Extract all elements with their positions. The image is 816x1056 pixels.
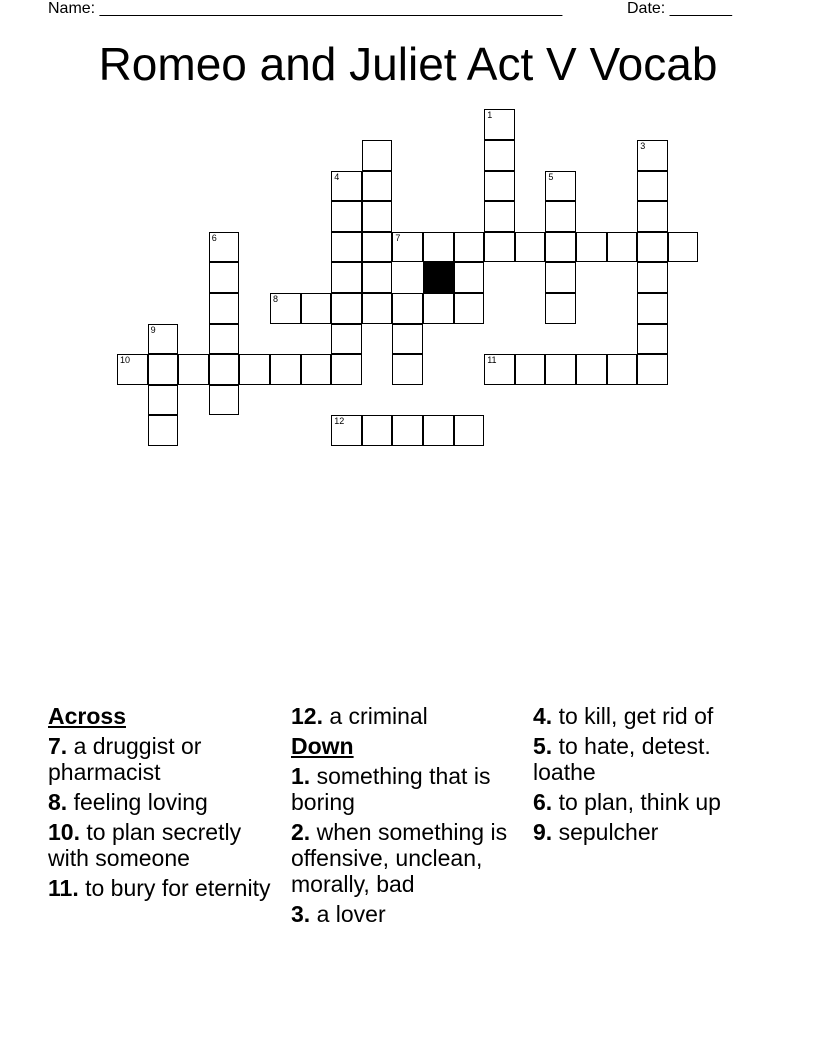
grid-cell[interactable] [362, 415, 393, 446]
grid-cell[interactable] [545, 354, 576, 385]
grid-cell[interactable] [637, 201, 668, 232]
cell-number: 5 [548, 171, 554, 182]
clue-number: 6. [533, 789, 553, 815]
cell-number: 9 [150, 324, 156, 335]
crossword-grid [0, 0, 816, 460]
grid-cell[interactable] [392, 232, 423, 263]
cell-number: 6 [211, 232, 217, 243]
clue-number: 4. [533, 703, 553, 729]
cell-number: 4 [334, 171, 340, 182]
clue-number: 7. [48, 733, 68, 759]
clue-text: to bury for eternity [78, 875, 271, 901]
date-field[interactable]: Date: _______ [627, 0, 732, 17]
name-field[interactable]: Name: ____________________________________________________ [48, 0, 563, 17]
cell-number: 8 [273, 294, 279, 304]
grid-cell[interactable] [637, 232, 668, 263]
grid-cell[interactable] [331, 324, 362, 355]
grid-cell[interactable] [148, 354, 179, 385]
clue-text: when something is offensive, unclean, morally, bad [291, 819, 508, 897]
grid-cell[interactable] [392, 293, 423, 324]
grid-cell[interactable] [484, 354, 515, 385]
grid-cell[interactable] [362, 140, 393, 171]
grid-cell[interactable] [209, 324, 240, 355]
grid-cell[interactable] [148, 385, 179, 416]
cell-number: 11 [487, 355, 497, 366]
clue-text: a lover [310, 901, 386, 927]
grid-cell[interactable] [362, 293, 393, 324]
across-clue-11 [48, 875, 283, 901]
grid-cell[interactable] [484, 109, 515, 140]
grid-cell[interactable] [637, 293, 668, 324]
grid-cell[interactable] [484, 201, 515, 232]
black-cell [423, 262, 454, 293]
grid-cell[interactable] [545, 293, 576, 324]
grid-cell[interactable] [545, 232, 576, 263]
down-clue-4 [533, 703, 738, 729]
clue-text: a criminal [322, 703, 428, 729]
grid-cell[interactable] [454, 415, 485, 446]
down-clue-2 [291, 819, 521, 897]
across-clue-8 [48, 789, 283, 815]
clue-number: 5. [533, 733, 553, 759]
grid-cell[interactable] [178, 354, 209, 385]
grid-cell[interactable] [117, 354, 148, 385]
clue-number: 11. [48, 875, 79, 901]
clue-text: to plan secretly with someone [48, 819, 242, 871]
grid-cell[interactable] [209, 232, 240, 263]
grid-cell[interactable] [362, 232, 393, 263]
grid-cell[interactable] [392, 354, 423, 385]
grid-cell[interactable] [423, 415, 454, 446]
grid-cell[interactable] [362, 201, 393, 232]
grid-cell[interactable] [423, 293, 454, 324]
clue-text: to kill, get rid of [552, 703, 714, 729]
down-clue-9 [533, 819, 738, 845]
grid-cell[interactable] [515, 232, 546, 263]
down-clue-6 [533, 789, 738, 815]
grid-cell[interactable] [454, 262, 485, 293]
across-clue-7 [48, 733, 283, 785]
grid-cell[interactable] [392, 415, 423, 446]
cell-number: 10 [120, 355, 131, 366]
grid-cell[interactable] [301, 293, 332, 324]
grid-cell[interactable] [484, 140, 515, 171]
cell-number: 1 [487, 110, 493, 121]
grid-cell[interactable] [576, 232, 607, 263]
clue-number: 1. [291, 763, 311, 789]
grid-cell[interactable] [362, 171, 393, 202]
clue-number: 3. [291, 901, 311, 927]
clue-column-1 [48, 703, 283, 905]
cell-number: 3 [640, 141, 646, 151]
grid-cell[interactable] [148, 324, 179, 355]
grid-cell[interactable] [454, 232, 485, 263]
grid-cell[interactable] [209, 385, 240, 416]
puzzle-title: Romeo and Juliet Act V Vocab [98, 38, 718, 90]
grid-cell[interactable] [331, 354, 362, 385]
grid-cell[interactable] [148, 415, 179, 446]
down-clue-5 [533, 733, 738, 785]
clue-text: a druggist or pharmacist [48, 733, 202, 785]
grid-cell[interactable] [637, 262, 668, 293]
grid-cell[interactable] [454, 293, 485, 324]
grid-cell[interactable] [331, 415, 362, 446]
clue-number: 8. [48, 789, 68, 815]
clue-number: 10. [48, 819, 80, 845]
across-heading: Across [48, 703, 126, 729]
grid-cell[interactable] [209, 293, 240, 324]
grid-cell[interactable] [484, 232, 515, 263]
grid-cell[interactable] [607, 354, 638, 385]
grid-cell[interactable] [637, 140, 668, 171]
grid-cell[interactable] [545, 262, 576, 293]
grid-cell[interactable] [545, 201, 576, 232]
clue-number: 2. [291, 819, 311, 845]
grid-cell[interactable] [362, 262, 393, 293]
cell-number: 7 [395, 232, 401, 243]
grid-cell[interactable] [637, 354, 668, 385]
grid-cell[interactable] [392, 324, 423, 355]
across-clue-12 [291, 703, 521, 729]
grid-cell[interactable] [576, 354, 607, 385]
clue-text: to hate, detest. loathe [533, 733, 711, 785]
clue-text: sepulcher [552, 819, 659, 845]
cell-number: 12 [334, 416, 345, 427]
grid-cell[interactable] [331, 171, 362, 202]
grid-cell[interactable] [423, 232, 454, 263]
grid-cell[interactable] [515, 354, 546, 385]
clue-text: something that is boring [291, 763, 491, 815]
grid-cell[interactable] [484, 171, 515, 202]
grid-cell[interactable] [301, 354, 332, 385]
grid-cell[interactable] [637, 171, 668, 202]
grid-cell[interactable] [637, 324, 668, 355]
grid-cell[interactable] [545, 171, 576, 202]
grid-cell[interactable] [209, 262, 240, 293]
grid-cell[interactable] [331, 293, 362, 324]
clue-column-3 [533, 703, 738, 849]
grid-cell[interactable] [331, 262, 362, 293]
down-clue-1 [291, 763, 521, 815]
grid-cell[interactable] [270, 354, 301, 385]
clue-number: 12. [291, 703, 323, 729]
down-heading: Down [291, 733, 354, 759]
grid-cell[interactable] [239, 354, 270, 385]
across-clue-10 [48, 819, 283, 871]
grid-cell[interactable] [607, 232, 638, 263]
grid-cell[interactable] [331, 201, 362, 232]
clue-number: 9. [533, 819, 553, 845]
grid-cell[interactable] [270, 293, 301, 324]
grid-cell[interactable] [331, 232, 362, 263]
clue-text: feeling loving [67, 789, 208, 815]
grid-cell[interactable] [209, 354, 240, 385]
clue-column-2 [291, 703, 521, 931]
grid-cell[interactable] [668, 232, 699, 263]
down-clue-3 [291, 901, 521, 927]
clue-text: to plan, think up [552, 789, 721, 815]
